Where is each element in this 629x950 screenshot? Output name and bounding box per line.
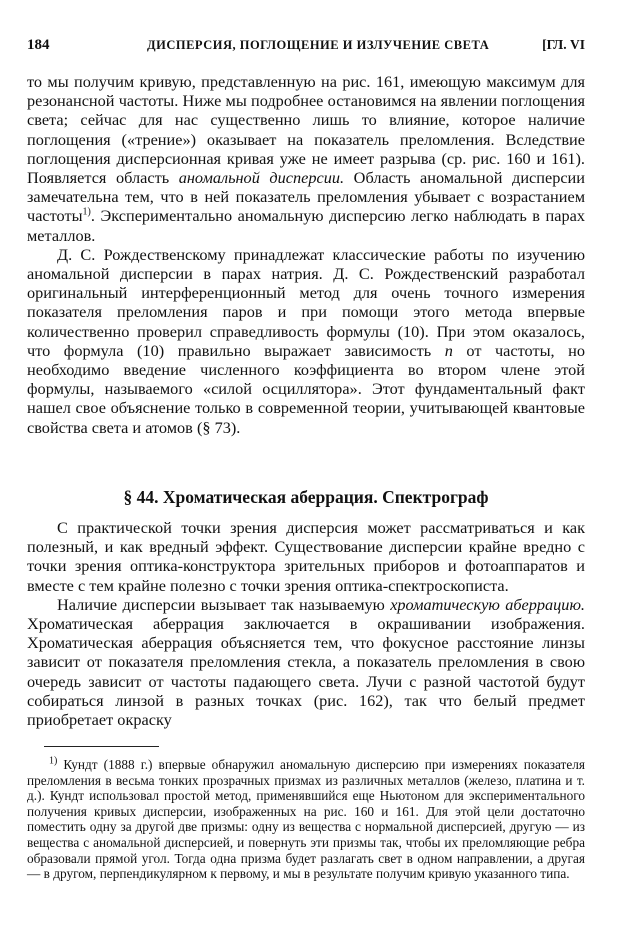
p2-text-a: Д. С. Рождественскому принадлежат классические работы по изучению аномальной дисперсии в парах натрия. Д. С. Рождественский разработал оригинальный интерференционный метод для очень точного измерения показателя преломления паров и при помощи этого метода впервые количественно проверил справедливость формулы (10). При этом оказалось, что формула (10) правильно выражает зависимость (27, 244, 585, 360)
p1-text-a: то мы получим кривую, представленную на рис. 161, имеющую максимум для резонансной частоты. Ниже мы подробнее остановимся на явлении поглощения света; сейчас для нас существенно лишь то влияние, которое наличие поглощения («трение») оказывает на показатель преломления. Вследствие поглощения дисперсионная кривая уже не имеет разрыва (ср. рис. 160 и 161). Появляется область (27, 72, 585, 188)
page-number: 184 (27, 37, 50, 53)
text-block-top (27, 72, 585, 437)
footnote-paragraph (27, 757, 585, 882)
variable-n: n (444, 340, 453, 360)
chapter-label: [ГЛ. VI (542, 37, 585, 52)
p4-text-a: Наличие дисперсии вызывает так называемую (57, 594, 391, 614)
paragraph-1 (27, 72, 585, 245)
running-header (27, 34, 585, 56)
section-heading: § 44. Хроматическая аберрация. Спектрограф (123, 487, 489, 507)
paragraph-4 (27, 595, 585, 729)
p1-text-b: Область аномальной дисперсии замечательна тем, что в ней показатель преломления убывает с возрастанием частоты (27, 168, 585, 226)
footnote-mark: 1) (82, 207, 91, 218)
text-block-section (27, 518, 585, 729)
p1-text-c: . Экспериментально аномальную дисперсию легко наблюдать в парах металлов. (27, 206, 585, 245)
footnote-text: Кундт (1888 г.) впервые обнаружил аномальную дисперсию при измерениях показателя преломления в весьма тонких прозрачных призмах из различных металлов (железо, платина и т. д.). Кундт использовал простой метод, применявшийся еще Ньютоном для экспериментального получения кривых дисперсии, изображенных на рис. 160 и 161. Для этой цели достаточно поместить одну за другой две призмы: одну из вещества с нормальной дисперсией, другую — из вещества с аномальной дисперсией, и повернуть эти призмы так, чтобы их преломляющие ребра образовали прямой угол. Тогда одна призма будет разлагать свет в одном направлении, а другая — в другом, перпендикулярном к первому, и мы в результате получим кривую указанного типа. (27, 757, 585, 882)
footnote-divider (44, 746, 159, 747)
footnote (27, 757, 585, 882)
footnote-number: 1) (49, 755, 58, 767)
p4-text-b: Хроматическая аберрация заключается в окрашивании изображения. Хроматическая аберрация объясняется тем, что фокусное расстояние линзы зависит от показателя преломления стекла, а показатель преломления в свою очередь зависит от частоты падающего света. Лучи с разной частотой будут собираться линзой в разных точках (рис. 162), так что белый предмет приобретает окраску (27, 614, 585, 730)
p2-text-b: от частоты, но необходимо введение численного коэффициента во втором члене этой формулы, называемого «силой осциллятора». Этот фундаментальный факт нашел свое объяснение только в современной теории, учитывающей квантовые свойства света и атомов (§ 73). (27, 340, 585, 437)
paragraph-3: С практической точки зрения дисперсия может рассматриваться и как полезный, и как вредный эффект. Существование дисперсии крайне вредно с точки зрения оптика-конструктора зрительных приборов и фотоаппаратов и вместе с тем крайне полезно с точки зрения оптика-спектроскописта. (27, 518, 585, 595)
paragraph-2 (27, 245, 585, 437)
term-anomalous-dispersion: аномальной дисперсии. (178, 168, 345, 188)
running-title: ДИСПЕРСИЯ, ПОГЛОЩЕНИЕ И ИЗЛУЧЕНИЕ СВЕТА (147, 38, 490, 52)
term-chromatic-aberration: хроматическую аберрацию. (390, 594, 585, 614)
